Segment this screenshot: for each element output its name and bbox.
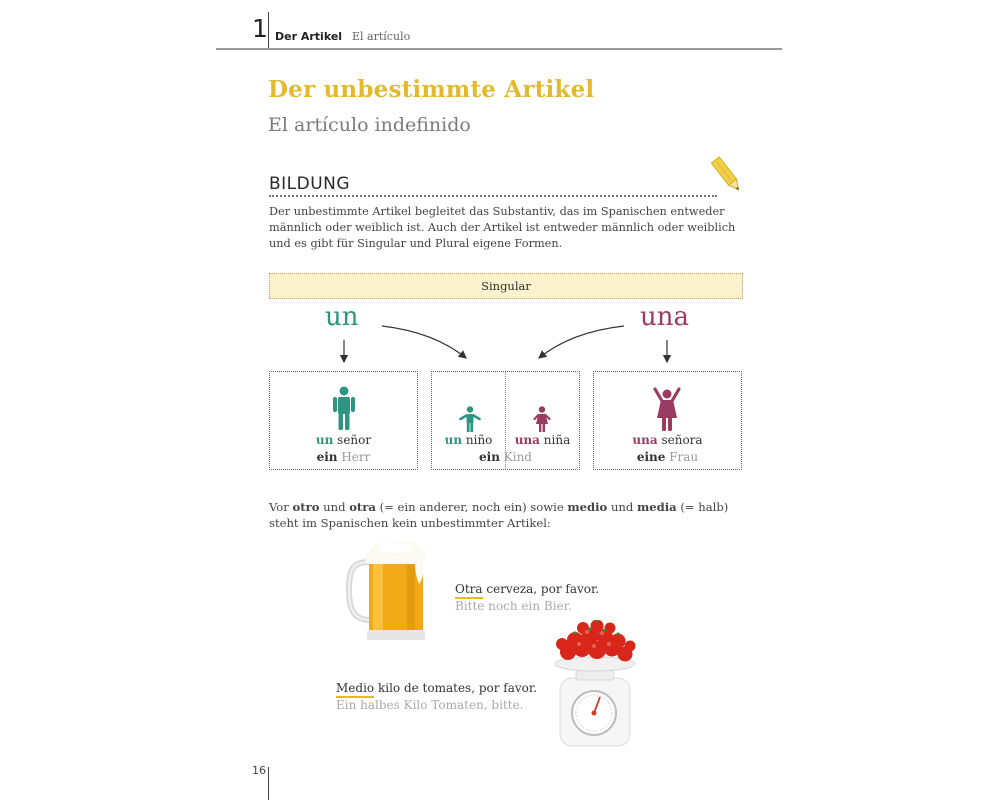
section-heading: BILDUNG [269, 174, 351, 194]
kitchen-scale-tomatoes-image [550, 620, 640, 748]
article-masculine: un [325, 302, 359, 332]
example-otra-german: Bitte noch ein Bier. [455, 599, 572, 613]
es-una-senora: una señora [632, 433, 703, 447]
man-icon [329, 386, 359, 432]
header-divider [268, 12, 269, 48]
note-paragraph: Vor otro und otra (= ein anderer, noch ein) sowie medio und media (= halb) steht im Spanischen kein unbestimmter Artikel: [269, 500, 729, 530]
boy-icon [459, 406, 481, 432]
beer-mug-image [345, 538, 435, 642]
example-medio-spanish: Medio kilo de tomates, por favor. [336, 681, 537, 695]
pencil-icon [708, 154, 746, 196]
es-un-nino: un niño [444, 433, 493, 447]
page-title: Der unbestimmte Artikel [268, 76, 595, 103]
header-rule [216, 48, 782, 50]
arrow-un-middle [382, 326, 466, 358]
de-eine-frau: eine Frau [636, 450, 699, 464]
chapter-subtitle: El artículo [352, 30, 411, 43]
de-ein-kind: ein Kind [479, 450, 532, 464]
es-un-senor: un señor [315, 433, 372, 447]
diagram-arrows [269, 300, 741, 370]
page-number: 16 [252, 764, 266, 777]
arrow-una-middle [539, 326, 624, 358]
article-feminine: una [640, 302, 689, 332]
woman-icon [652, 386, 682, 432]
chapter-number: 1 [252, 14, 268, 43]
example-otra-spanish: Otra cerveza, por favor. [455, 582, 599, 596]
example-medio-german: Ein halbes Kilo Tomaten, bitte. [336, 698, 524, 712]
section-dotted-rule [269, 195, 717, 197]
chapter-title: Der Artikel [275, 30, 343, 43]
de-ein-herr: ein Herr [316, 450, 371, 464]
page-subtitle: El artículo indefinido [268, 114, 471, 136]
intro-paragraph: Der unbestimmte Artikel begleitet das Substantiv, das im Spanischen entweder männlich oder weiblich ist. Auch der Artikel ist entweder männlich oder weiblich und es gibt für Singular und Plural eigene Formen. [269, 205, 736, 250]
footer-divider [268, 767, 269, 800]
singular-label-bar: Singular [269, 273, 743, 299]
es-una-nina: una niña [514, 433, 571, 447]
girl-icon [533, 406, 551, 432]
